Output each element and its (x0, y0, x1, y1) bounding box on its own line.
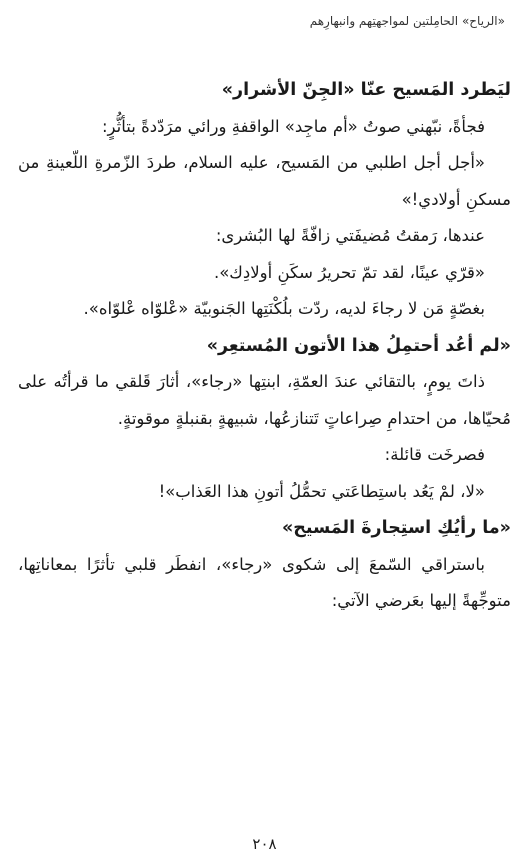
page-number: ٢٠٨ (252, 835, 277, 853)
quote-1: «أجل أجل اطلبي من المَسيح، عليه السلام، طردَ الزّمرةِ اللّعينةِ من مسكنِ أولادي!» (18, 153, 511, 209)
section-heading-3: «ما رأيُكِ استِجارةَ المَسيح» (281, 518, 511, 538)
page-body (18, 72, 511, 620)
quote-3: «لا، لمْ يَعُد باستِطاعَتي تحمُّلُ أتونِ هذا العَذاب»! (158, 481, 485, 501)
paragraph-2: عندها، رَمقتُ مُضيفَتي زافّةً لها البُشرى: (215, 226, 485, 245)
paragraph-3: بغصّةٍ مَن لا رجاءَ لديه، ردّت بلُكْنَتِها الجَنوبيّة «عْلوّاه عْلوّاه». (83, 299, 485, 318)
running-header: «الرياح» الحامِلتين لمواجهتِهم وانبهارِهم (309, 14, 505, 28)
paragraph-6: باستراقي السّمعَ إلى شكوى «رجاء»، انفطَر قلبي تأثرًا بمعاناتِها، متوجِّهةً إليها بعَرضي الآتي: (18, 554, 511, 610)
paragraph-5: فصرخَت قائلة: (384, 445, 485, 464)
section-heading-2: «لم أعُد أحتمِلُ هذا الأتون المُستعِر» (206, 335, 511, 356)
paragraph-4: ذاتَ يومٍ، بالتقائي عندَ العمّةِ، ابنتِها «رجاء»، أثارَ قَلقي ما قرأتُه على مُحيّاها، من احتدامِ صِراعاتٍ تَتنازعُها، شبيهةٍ بقنبلةٍ موقوتةٍ. (18, 372, 511, 428)
paragraph-1: فجأةً، نبّهني صوتُ «أم ماجِد» الواقفةِ ورائي مرَدّدةً بتأثُّرٍ: (102, 116, 485, 136)
quote-2: «قرّي عينًا، لقد تمّ تحريرُ سكَنِ أولادِك». (213, 262, 485, 282)
section-heading-1: ليَطرد المَسيح عنّا «الجِنّ الأشرار» (221, 80, 511, 100)
